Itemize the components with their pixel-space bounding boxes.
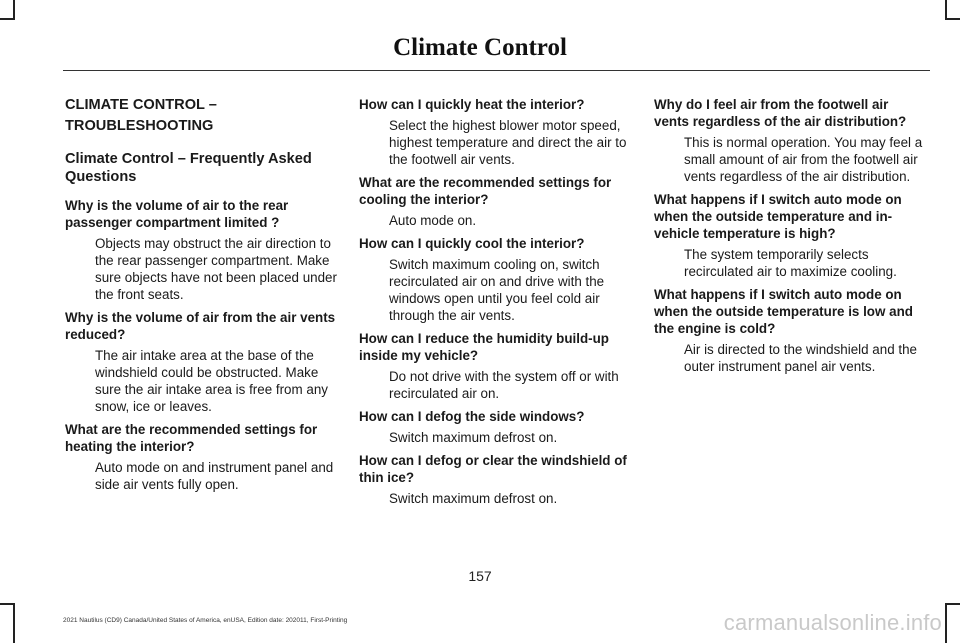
faq-question: What are the recommended settings for cooling the interior?: [359, 175, 612, 207]
section-title-line-1: CLIMATE CONTROL –: [65, 97, 217, 113]
crop-mark-top-left-vertical: [13, 0, 15, 20]
edition-footer: 2021 Nautilus (CD9) Canada/United States of America, enUSA, Edition date: 202011, First-Printing: [63, 617, 348, 624]
section-subtitle: Climate Control – Frequently Asked Questions: [65, 151, 312, 185]
faq-answer: This is normal operation. You may feel a small amount of air from the footwell air vents regardless of the air distribution.: [684, 135, 923, 184]
crop-mark-top-right-vertical: [945, 0, 947, 20]
faq-answer: Do not drive with the system off or with recirculated air on.: [389, 369, 619, 401]
faq-question: How can I reduce the humidity build-up inside my vehicle?: [359, 331, 609, 363]
faq-question: What are the recommended settings for heating the interior?: [65, 422, 318, 454]
crop-mark-bottom-left-horizontal: [0, 603, 15, 605]
faq-question: Why is the volume of air from the air vents reduced?: [65, 310, 336, 342]
section-title-line-2: TROUBLESHOOTING: [65, 118, 214, 134]
faq-question: Why is the volume of air to the rear passenger compartment limited ?: [65, 198, 289, 230]
faq-answer: Air is directed to the windshield and the outer instrument panel air vents.: [684, 342, 917, 374]
crop-mark-top-right-horizontal: [945, 18, 960, 20]
faq-answer: Switch maximum defrost on.: [389, 430, 558, 445]
faq-answer: The system temporarily selects recirculated air to maximize cooling.: [684, 247, 897, 279]
watermark: carmanualsonline.info: [723, 610, 942, 635]
faq-question: What happens if I switch auto mode on when the outside temperature is low and the engine is cold?: [654, 287, 913, 336]
column-2: [359, 96, 631, 513]
faq-answer: Auto mode on.: [389, 213, 477, 228]
column-3: [654, 96, 926, 381]
faq-answer: Objects may obstruct the air direction to the rear passenger compartment. Make sure objects have not been placed under the front seats.: [95, 236, 337, 302]
crop-mark-bottom-right-horizontal: [945, 603, 960, 605]
page-header-title: Climate Control: [393, 34, 567, 61]
crop-mark-bottom-left-vertical: [13, 603, 15, 643]
faq-question: How can I quickly cool the interior?: [359, 236, 585, 251]
header-divider: [63, 70, 930, 71]
column-1: [65, 96, 337, 499]
faq-answer: The air intake area at the base of the windshield could be obstructed. Make sure the air intake area is free from any snow, ice or leaves.: [95, 348, 328, 414]
crop-mark-top-left-horizontal: [0, 18, 15, 20]
faq-question: How can I defog the side windows?: [359, 409, 585, 424]
faq-answer: Switch maximum cooling on, switch recirculated air on and drive with the windows open until you feel cold air through the air vents.: [389, 257, 605, 323]
faq-question: What happens if I switch auto mode on when the outside temperature and in-vehicle temperature is high?: [654, 192, 902, 241]
faq-answer: Switch maximum defrost on.: [389, 491, 558, 506]
faq-answer: Auto mode on and instrument panel and side air vents fully open.: [95, 460, 334, 492]
crop-mark-bottom-right-vertical: [945, 603, 947, 643]
faq-answer: Select the highest blower motor speed, highest temperature and direct the air to the footwell air vents.: [389, 118, 627, 167]
faq-question: How can I defog or clear the windshield of thin ice?: [359, 453, 627, 485]
faq-question: Why do I feel air from the footwell air vents regardless of the air distribution?: [654, 97, 907, 129]
page-number: 157: [468, 568, 492, 584]
faq-question: How can I quickly heat the interior?: [359, 97, 585, 112]
